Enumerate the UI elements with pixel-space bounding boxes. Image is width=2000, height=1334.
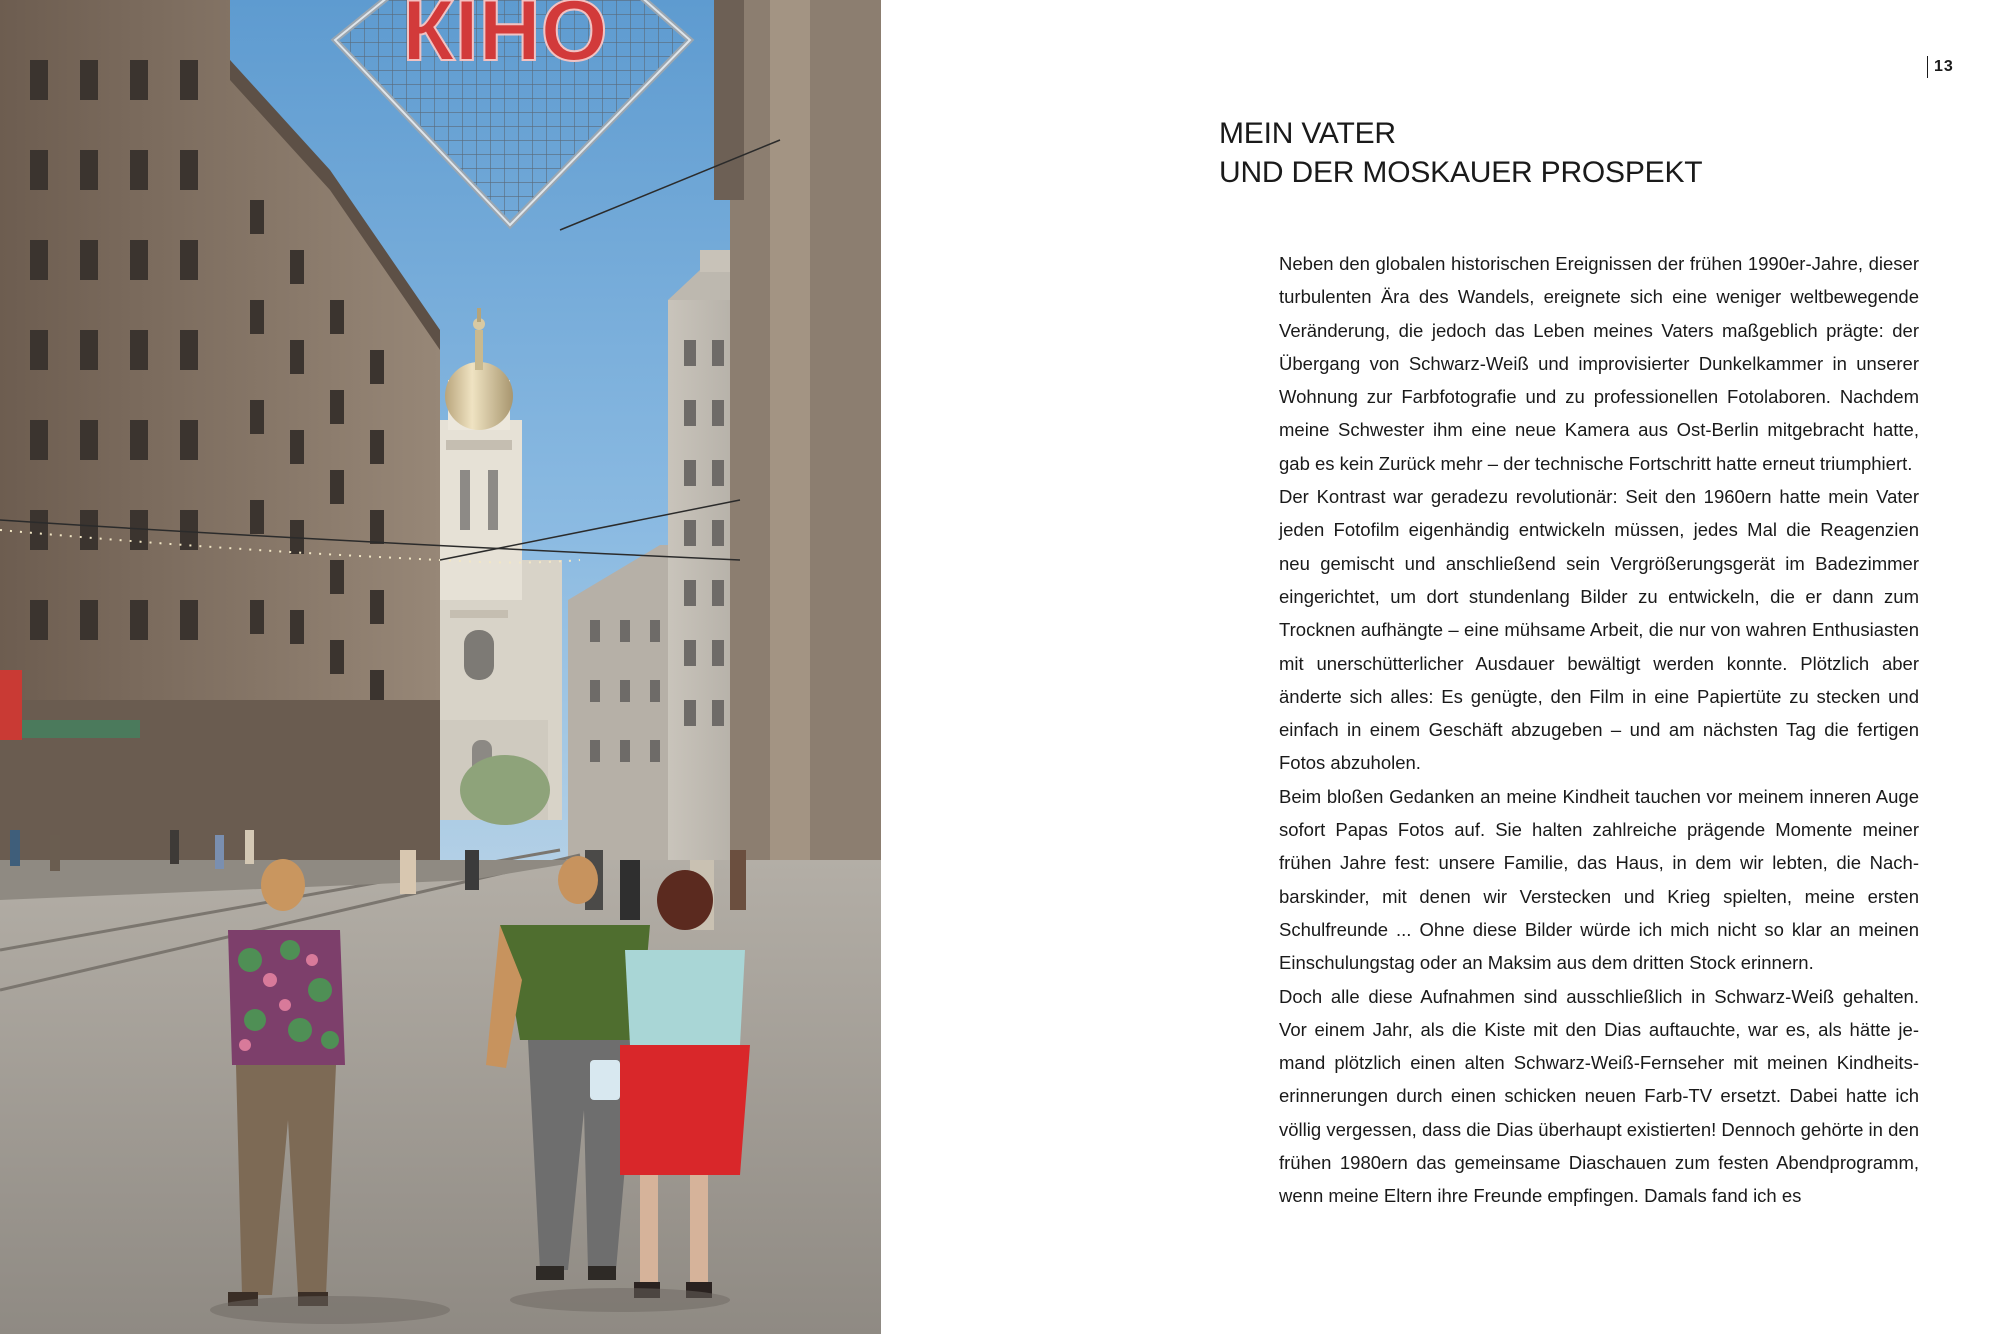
paragraph: Doch alle diese Aufnahmen sind ausschließlich in Schwarz-Weiß gehalten. Vor einem Jahr, als die Kiste mit den Dias auftauchte, war es, als hätte jemand plötzlich einen alten Schwarz-Weiß-Fernseher mit meinen Kindheitserinnerungen durch einen schicken neuen Farb-TV ersetzt. Dabei hatte ich völlig vergessen, dass die Dias überhaupt existierten! Dennoch gehörte in den frühen 1980ern das gemeinsame Diaschauen zum festen Abendprogramm, wenn meine Eltern ihre Freunde empfingen. Damals fand ich es [1279, 985, 1919, 1207]
chapter-title-line-2: UND DER MOSKAUER PROSPEKT [1219, 156, 1703, 189]
street-photograph [0, 0, 881, 1334]
street [0, 860, 881, 1334]
kino-sign-text: КІНО [402, 0, 608, 79]
body-text [1279, 247, 1919, 1213]
text-page [881, 0, 2000, 1334]
paragraph: Der Kontrast war geradezu revolutionär: Seit den 1960ern hatte mein Vater jeden Fotofilm eigenhändig entwickeln müssen, jedes Mal die Reagenzien neu gemischt und anschließend sein Vergrößerungsgerät im Badezimmer eingerichtet, um dort stundenlang Bilder zu entwickeln, die er dann zum Trocknen aufhängte – eine mühsame Arbeit, die nur von wahren Enthusiasten mit unerschütterlicher Ausdauer bewältigt werden konnte. Plötzlich aber änderte sich alles: Es genügte, den Film in eine Papiertüte zu stecken und einfach in einem Geschäft abzugeben – und am nächsten Tag die fertigen Fotos abzuholen. [1279, 486, 1919, 774]
paragraph: Beim bloßen Gedanken an meine Kindheit tauchen vor meinem inneren Auge sofort Papas Fotos auf. Sie halten zahlreiche prägende Momente meiner frühen Jahre fest: unsere Familie, das Haus, in dem wir lebten, die Nachbarskinder, mit denen wir Verstecken und Krieg spielten, meine ersten Schulfreunde ... Ohne diese Bilder würde ich mich nicht so klar an meinen Einschulungstag oder an Maksim aus dem dritten Stock erinnern. [1279, 785, 1919, 974]
distant-trees [460, 755, 550, 825]
paragraph: Neben den globalen historischen Ereignissen der frühen 1990er-Jahre, dieser turbulenten Ära des Wandels, ereignete sich eine weniger weltbewegende Veränderung, die jedoch das Leben meines Vaters maßgeblich prägte: der Übergang von Schwarz-Weiß und improvisierter Dunkelkammer in unserer Wohnung zur Farbfotografie und zu professionellen Fotolaboren. Nachdem meine Schwester ihm eine neue Kamera aus Ost-Berlin mitgebracht hatte, gab es kein Zurück mehr – der technische Fortschritt hatte erneut triumphiert. [1279, 253, 1919, 474]
page-number: 13 [1927, 56, 1954, 78]
chapter-title [1219, 114, 1919, 192]
street-scene-illustration [0, 0, 881, 1334]
chapter-title-line-1: MEIN VATER [1219, 117, 1396, 150]
